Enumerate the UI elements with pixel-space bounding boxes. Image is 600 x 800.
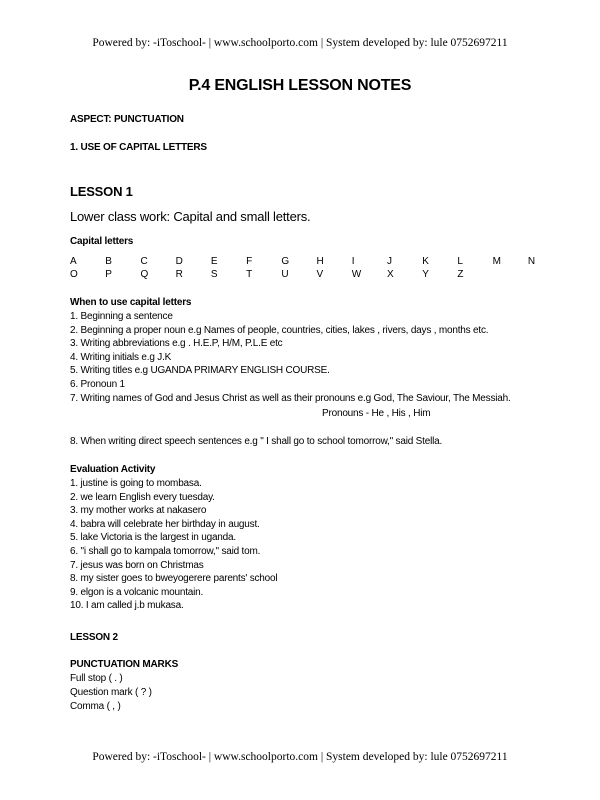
letter: Z (457, 269, 464, 280)
list-item: 4. babra will celebrate her birthday in august. (70, 518, 260, 530)
letter: H (316, 256, 324, 267)
letter-spacer (528, 269, 540, 280)
capital-letters-label: Capital letters (70, 236, 134, 247)
letter: P (105, 269, 112, 280)
letter: S (210, 269, 218, 280)
list-item: Question mark ( ? ) (70, 687, 152, 698)
letter: G (281, 256, 290, 267)
letter: E (210, 256, 218, 267)
list-item: Comma ( , ) (70, 701, 121, 712)
letter: W (351, 269, 362, 280)
list-item: 5. lake Victoria is the largest in uganda. (70, 532, 236, 544)
list-item: 2. we learn English every tuesday. (70, 491, 215, 503)
evaluation-list (70, 477, 277, 613)
letter: N (527, 256, 536, 267)
letter: I (351, 256, 355, 267)
punctuation-marks-list (70, 672, 152, 714)
pronouns-line: Pronouns - He , His , Him (322, 408, 431, 419)
letter: L (457, 256, 463, 267)
letter: C (140, 256, 148, 267)
letter-spacer (493, 269, 505, 280)
letter: J (386, 256, 392, 267)
alphabet-row-2 (70, 269, 540, 280)
list-item-8: 8. When writing direct speech sentences e.g " I shall go to school tomorrow," said Stella. (70, 436, 443, 447)
list-item: 2. Beginning a proper noun e.g Names of people, countries, cities, lakes , rivers, days , months etc. (70, 324, 489, 336)
lesson1-heading: LESSON 1 (70, 184, 133, 199)
list-item: 10. I am called j.b mukasa. (70, 600, 184, 612)
letter: Y (422, 269, 429, 280)
letter: R (175, 269, 183, 280)
page-footer: Powered by: -iToschool- | www.schoolporto.com | System developed by: lule 0752697211 (92, 751, 508, 763)
list-item: 1. Beginning a sentence (70, 311, 173, 322)
letter: X (386, 269, 394, 280)
page-title: P.4 ENGLISH LESSON NOTES (188, 77, 412, 94)
list-item: 6. Pronoun 1 (70, 378, 125, 390)
when-heading: When to use capital letters (70, 297, 192, 308)
letter: F (246, 256, 253, 267)
when-list (70, 310, 511, 405)
list-item: 6. "i shall go to kampala tomorrow," said tom. (70, 545, 261, 557)
punctuation-marks-heading: PUNCTUATION MARKS (70, 659, 179, 670)
lesson2-heading: LESSON 2 (70, 632, 118, 643)
lesson1-subheading: Lower class work: Capital and small letters. (70, 209, 311, 224)
list-item: 8. my sister goes to bweyogerere parents' school (70, 573, 278, 585)
letter: U (281, 269, 289, 280)
list-item: 5. Writing titles e.g UGANDA PRIMARY ENGLISH COURSE. (70, 365, 330, 377)
letter: M (492, 256, 501, 267)
letter: K (422, 256, 429, 267)
letter: Q (140, 269, 149, 280)
letter: D (175, 256, 183, 267)
letter: O (70, 269, 78, 280)
letter: V (316, 269, 324, 280)
list-item: 3. Writing abbreviations e.g . H.E.P, H/M, P.L.E etc (70, 338, 283, 350)
alphabet-row-1 (70, 256, 540, 267)
letter: A (70, 256, 77, 267)
letter: B (105, 256, 112, 267)
list-item: 1. justine is going to mombasa. (70, 478, 202, 489)
list-item: 3. my mother works at nakasero (70, 505, 207, 517)
list-item: Full stop ( . ) (70, 673, 123, 684)
topic-heading: 1. USE OF CAPITAL LETTERS (70, 142, 207, 153)
letter: T (246, 269, 253, 280)
aspect-heading: ASPECT: PUNCTUATION (70, 114, 184, 125)
list-item: 7. jesus was born on Christmas (70, 559, 204, 571)
list-item: 7. Writing names of God and Jesus Christ as well as their pronouns e.g God, The Saviour, The Messiah. (70, 392, 511, 404)
evaluation-heading: Evaluation Activity (70, 464, 156, 475)
list-item: 9. elgon is a volcanic mountain. (70, 586, 204, 598)
page-header: Powered by: -iToschool- | www.schoolporto.com | System developed by: lule 0752697211 (92, 37, 508, 49)
list-item: 4. Writing initials e.g J.K (70, 351, 172, 363)
